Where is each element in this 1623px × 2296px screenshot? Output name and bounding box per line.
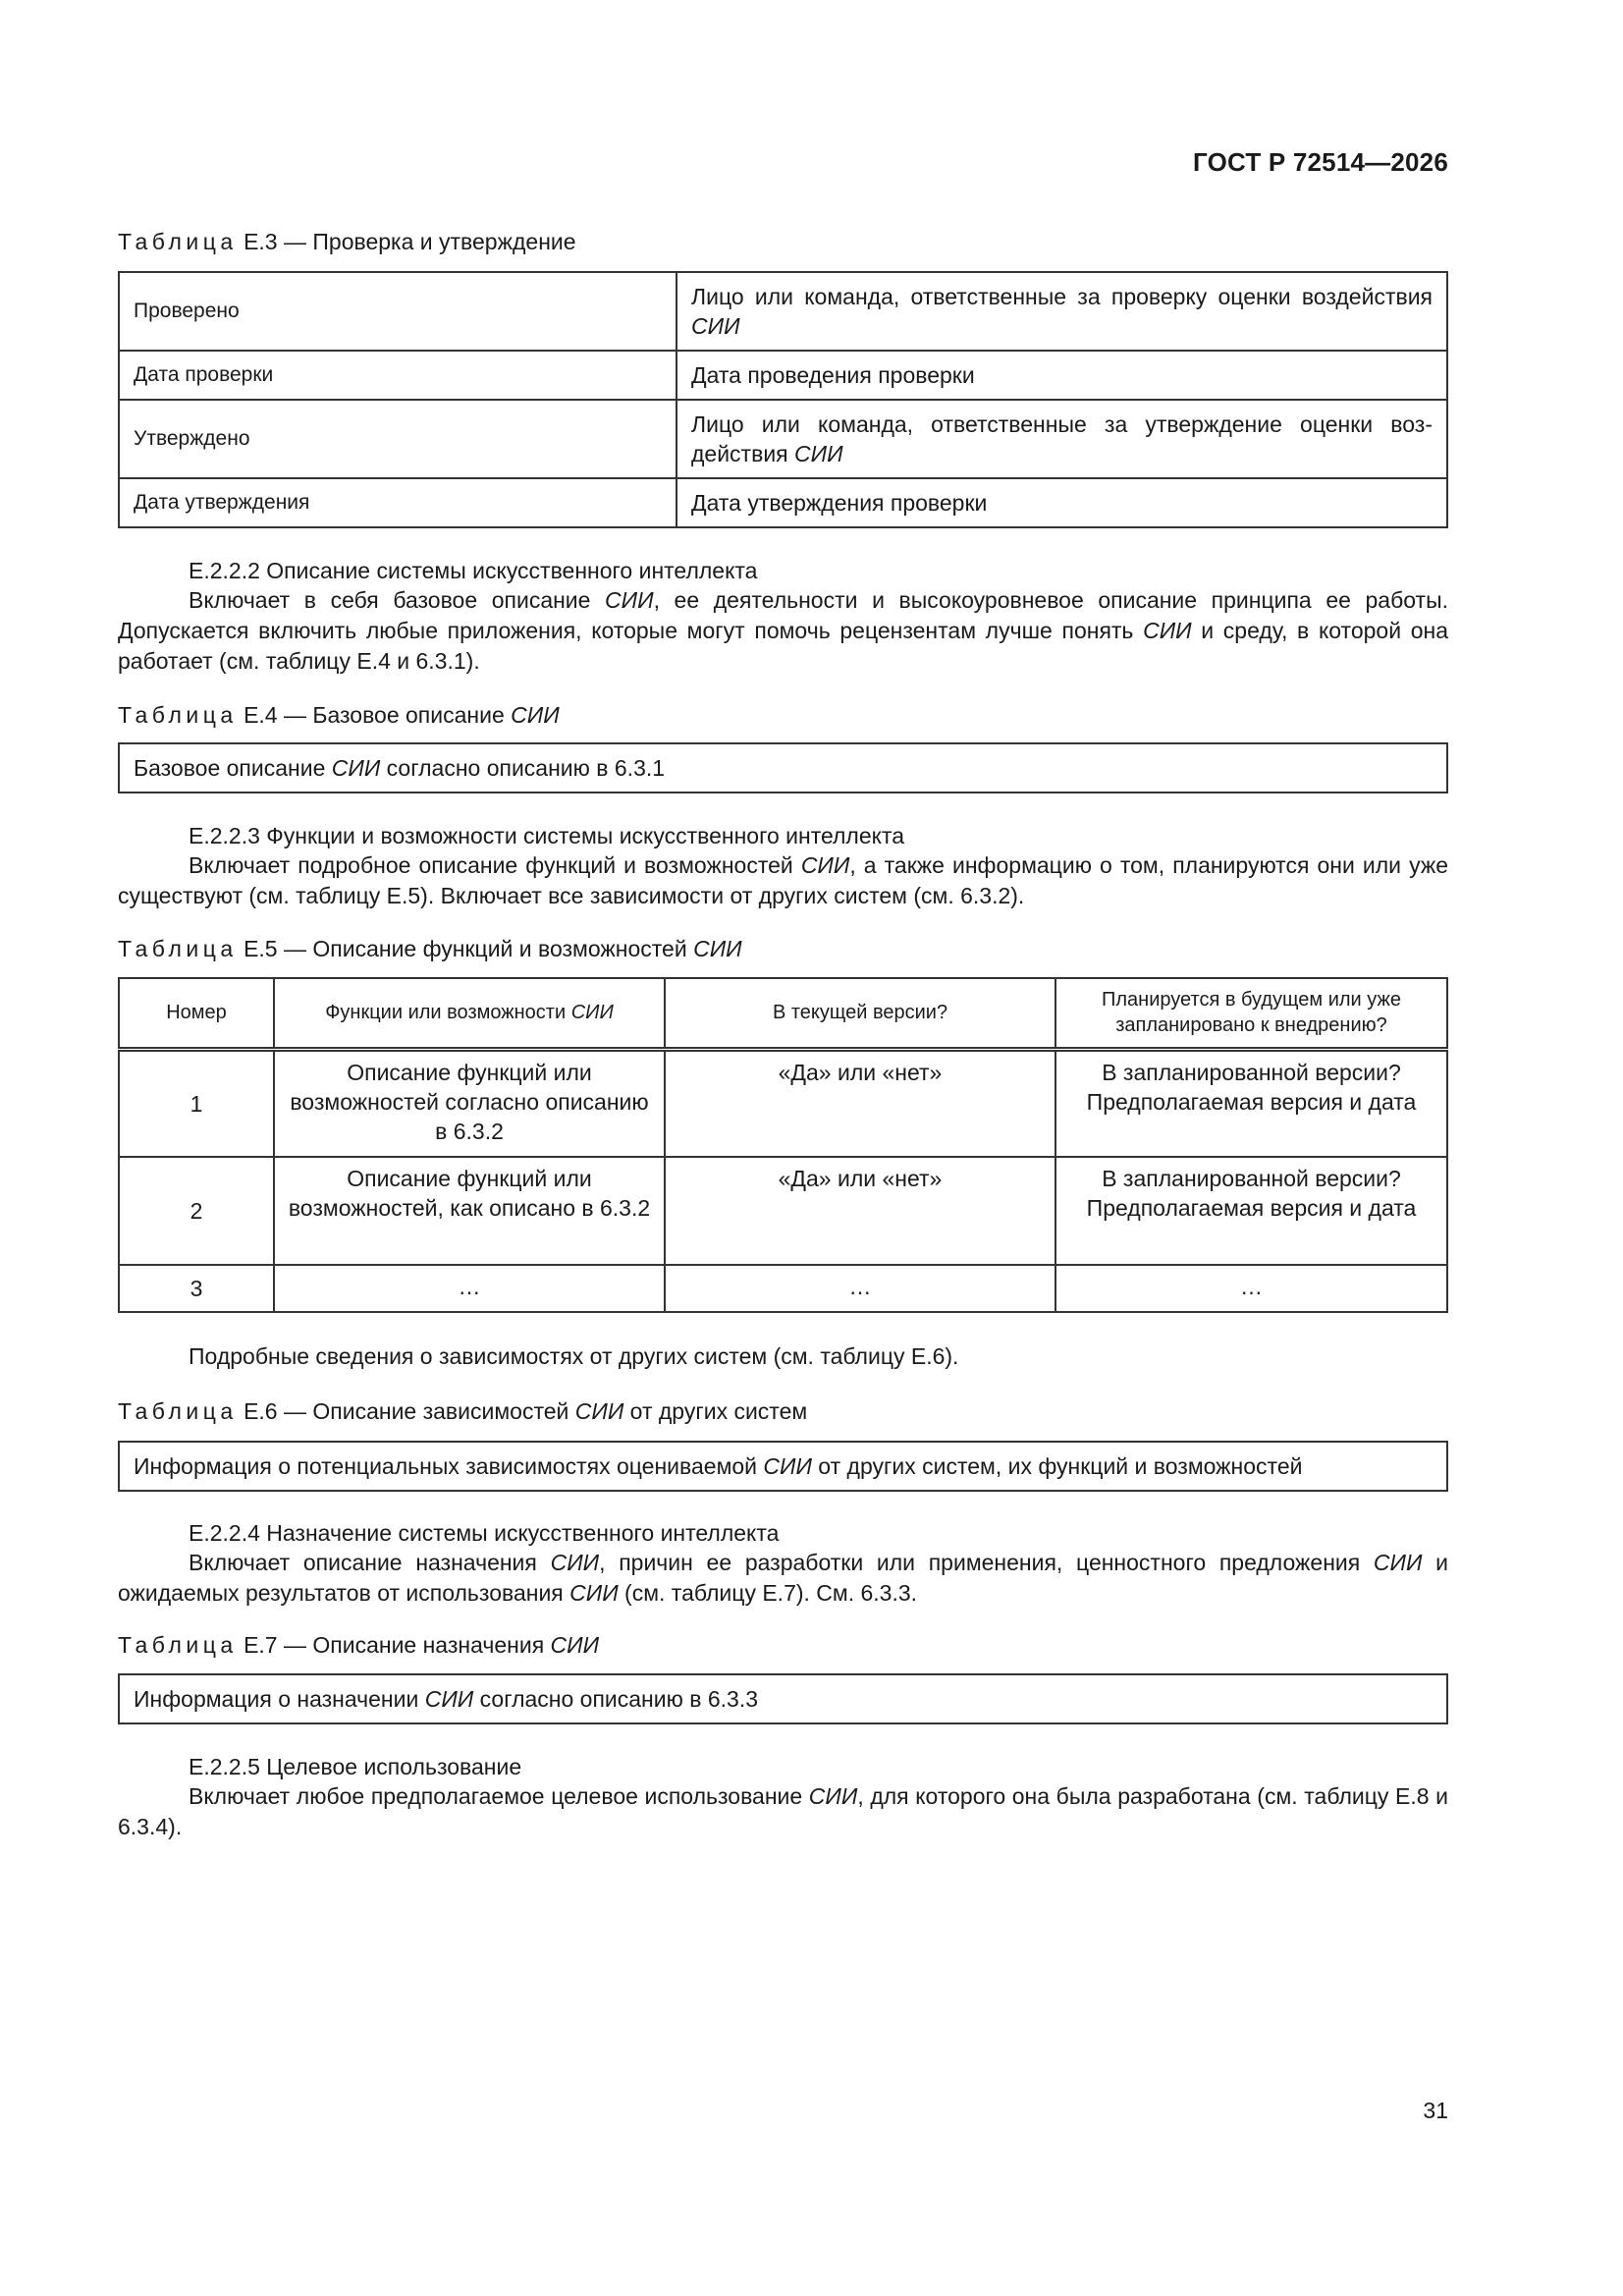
abbr-text: СИИ [550, 1550, 600, 1575]
para-text: Включает подробное описание функций и возможностей [189, 852, 801, 878]
cell-number: 3 [119, 1265, 274, 1312]
abbr-text: СИИ [570, 1002, 614, 1024]
cell-number: 1 [119, 1049, 274, 1157]
cell-text: Лицо или команда, ответственные за утверждение оценки воздействия [691, 411, 1433, 466]
abbr-text: СИИ [693, 936, 742, 961]
para-text: Подробные сведения о зависимостях от других систем (см. таблицу Е.6). [189, 1343, 959, 1369]
page-number: 31 [1423, 2098, 1448, 2123]
cell-function: … [274, 1265, 665, 1312]
para-text: , причин ее разработки или применения, ценностного предложения [599, 1550, 1374, 1575]
abbr-text: СИИ [331, 755, 381, 781]
table-e6-caption [118, 1396, 807, 1426]
cell-text: согласно описанию в 6.3.3 [473, 1686, 759, 1712]
column-header-number: Номер [119, 978, 274, 1049]
cell-text: Базовое описание [134, 755, 332, 781]
header-text: Функции или возможности [325, 1002, 571, 1024]
caption-word: Таблица [118, 229, 238, 254]
table-header-row [119, 978, 1447, 1049]
caption-word: Таблица [118, 1398, 238, 1424]
table-e3 [118, 271, 1448, 528]
table-e7-caption [118, 1630, 599, 1660]
cell-function: Описание функций или возможностей, как описано в 6.3.2 [274, 1157, 665, 1265]
table-row [119, 272, 1447, 351]
caption-word: Таблица [118, 1632, 238, 1658]
cell-text: Дата утверждения проверки [691, 490, 988, 516]
abbr-text: СИИ [574, 1398, 624, 1424]
cell-text: согласно описанию в 6.3.1 [380, 755, 666, 781]
table-cell-label: Проверено [119, 272, 676, 351]
cell-planned: В запланированной версии? Предполагаемая версия и дата [1055, 1157, 1447, 1265]
section-heading-e225: Е.2.2.5 Целевое использование [189, 1754, 522, 1779]
cell-text: от других систем, их функций и возможностей [811, 1453, 1303, 1479]
table-cell-description [676, 400, 1447, 478]
abbr-text: СИИ [808, 1783, 858, 1809]
caption-text: Е.5 — Описание функций и возможностей [243, 936, 694, 961]
table-e5-caption [118, 934, 742, 963]
table-row [119, 1157, 1447, 1265]
caption-text: Е.4 — Базовое описание [243, 702, 512, 728]
table-cell-description [676, 272, 1447, 351]
table-cell-label: Дата проверки [119, 351, 676, 400]
para-text: Включает в себя базовое описание [189, 587, 606, 613]
table-row [119, 478, 1447, 527]
table-e4-cell [118, 742, 1448, 793]
abbr-text: СИИ [1143, 618, 1192, 643]
abbr-text: СИИ [794, 441, 843, 466]
table-row [119, 400, 1447, 478]
cell-current: «Да» или «нет» [665, 1049, 1055, 1157]
abbr-text: СИИ [511, 702, 560, 728]
cell-planned: В запланированной версии? Предполагаемая версия и дата [1055, 1049, 1447, 1157]
table-e4-caption [118, 700, 560, 730]
table-e3-caption [118, 227, 576, 256]
column-header-planned: Планируется в будущем или уже запланировано к внедрению? [1055, 978, 1447, 1049]
para-text: Включает описание назначения [189, 1550, 551, 1575]
para-text: Включает любое предполагаемое целевое использование [189, 1783, 809, 1809]
cell-number: 2 [119, 1157, 274, 1265]
table-e7-cell [118, 1673, 1448, 1724]
abbr-text: СИИ [763, 1453, 812, 1479]
table-row [119, 1265, 1447, 1312]
abbr-text: СИИ [800, 852, 850, 878]
table-cell-description [676, 351, 1447, 400]
section-paragraph-e223 [118, 850, 1448, 911]
column-header-functions [274, 978, 665, 1049]
table-row [119, 351, 1447, 400]
table-row [119, 1049, 1447, 1157]
cell-current: … [665, 1265, 1055, 1312]
section-paragraph-e225 [118, 1781, 1448, 1842]
section-heading-e223: Е.2.2.3 Функции и возможности системы искусственного интеллекта [189, 823, 905, 848]
cell-text: Информация о потенциальных зависимостях оцениваемой [134, 1453, 764, 1479]
para-text: , ее деятельности и высокоуровневое описание принципа ее работы. Допускается включить любые приложения, которые могут помочь рецензентам лучше понять [118, 587, 1449, 643]
caption-text: Е.3 — Проверка и утверждение [243, 229, 576, 254]
table-e6-cell [118, 1441, 1448, 1492]
table-cell-label: Дата утверждения [119, 478, 676, 527]
section-heading-e224: Е.2.2.4 Назначение системы искусственного интеллекта [189, 1520, 780, 1546]
caption-text: от других систем [623, 1398, 808, 1424]
document-code: ГОСТ Р 72514—2026 [1193, 147, 1448, 177]
caption-text: Е.7 — Описание назначения [243, 1632, 551, 1658]
dependencies-note [118, 1341, 1448, 1372]
table-e5 [118, 977, 1448, 1313]
caption-word: Таблица [118, 702, 238, 728]
section-heading-e222: Е.2.2.2 Описание системы искусственного интеллекта [189, 558, 758, 583]
abbr-text: СИИ [424, 1686, 474, 1712]
para-text: и среду, в которой она работает (см. таблицу Е.4 и 6.3.1). [118, 618, 1449, 674]
cell-function: Описание функций или возможностей согласно описанию в 6.3.2 [274, 1049, 665, 1157]
cell-current: «Да» или «нет» [665, 1157, 1055, 1265]
abbr-text: СИИ [691, 313, 740, 339]
section-paragraph-e222 [118, 585, 1448, 677]
caption-text: Е.6 — Описание зависимостей [243, 1398, 575, 1424]
table-cell-label: Утверждено [119, 400, 676, 478]
abbr-text: СИИ [550, 1632, 600, 1658]
para-text: и ожидаемых результатов от использования [118, 1550, 1448, 1606]
caption-word: Таблица [118, 936, 238, 961]
cell-planned: … [1055, 1265, 1447, 1312]
para-text: , для которого она была разработана (см. таблицу Е.8 и 6.3.4). [118, 1783, 1449, 1839]
cell-text: Дата проведения проверки [691, 362, 975, 388]
table-cell-description [676, 478, 1447, 527]
section-paragraph-e224 [118, 1548, 1448, 1609]
cell-text: Лицо или команда, ответственные за проверку оценки воздействия [691, 284, 1433, 309]
abbr-text: СИИ [569, 1580, 619, 1606]
abbr-text: СИИ [605, 587, 654, 613]
column-header-current-version: В текущей версии? [665, 978, 1055, 1049]
para-text: , а также информацию о том, планируются они или уже существуют (см. таблицу Е.5). Включает все зависимости от других систем (см. 6.3.2). [118, 852, 1449, 908]
abbr-text: СИИ [1373, 1550, 1423, 1575]
para-text: (см. таблицу Е.7). См. 6.3.3. [618, 1580, 918, 1606]
cell-text: Информация о назначении [134, 1686, 425, 1712]
